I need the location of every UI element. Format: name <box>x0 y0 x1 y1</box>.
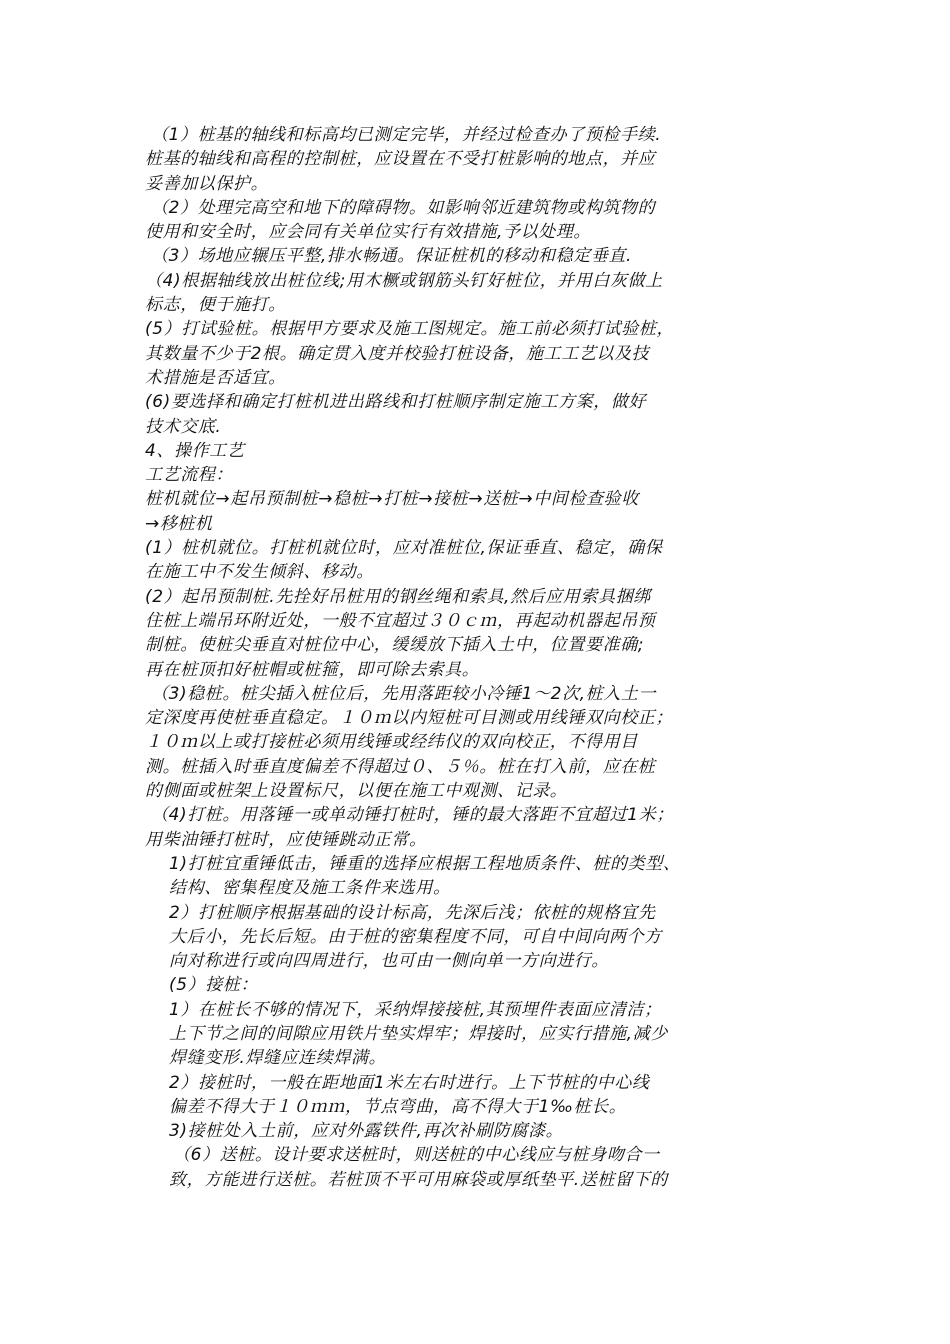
text-line: (1）桩机就位。打桩机就位时，应对准桩位,保证垂直、稳定，确保 <box>145 538 663 559</box>
text-line: 1）在桩长不够的情况下，采纳焊接接桩,其预埋件表面应清洁； <box>169 999 662 1020</box>
text-line: 用柴油锤打桩时，应使锤跳动正常。 <box>145 829 427 850</box>
text-line: 住桩上端吊环附近处，一般不宜超过３０ｃｍ，再起动机器起吊预 <box>145 610 656 631</box>
section-heading: 4、操作工艺 <box>145 440 245 461</box>
text-line: （2）处理完高空和地下的障碍物。如影响邻近建筑物或构筑物的 <box>151 197 656 218</box>
text-line: １０ｍ以上或打接桩必须用线锤或经纬仪的双向校正，不得用目 <box>145 732 638 753</box>
text-line: （3）场地应辗压平整,排水畅通。保证桩机的移动和稳定垂直. <box>151 246 633 267</box>
text-line: (5）打试验桩。根据甲方要求及施工图规定。施工前必须打试验桩， <box>145 319 675 340</box>
text-line: （1）桩基的轴线和标高均已测定完毕，并经过检查办了预检手续. <box>151 125 662 145</box>
text-line: (2）起吊预制桩.先拴好吊桩用的钢丝绳和索具,然后应用索具捆绑 <box>145 586 651 607</box>
process-flow: →移桩机 <box>145 513 213 534</box>
text-line: （6）送桩。设计要求送桩时，则送桩的中心线应与桩身吻合一 <box>173 1145 660 1166</box>
process-flow: 桩机就位→起吊预制桩→稳桩→打桩→接桩→送桩→中间检查验收 <box>145 489 639 510</box>
text-line: 的侧面或桩架上设置标尺，以便在施工中观测、记录。 <box>145 781 568 802</box>
text-line: 2）打桩顺序根据基础的设计标高，先深后浅；依桩的规格宜先 <box>169 902 656 923</box>
text-line: 在施工中不发生倾斜、移动。 <box>145 562 374 583</box>
text-line: （3)稳桩。桩尖插入桩位后，先用落距较小冷锤1～2次,桩入土一 <box>151 683 657 704</box>
text-line: 大后小，先长后短。由于桩的密集程度不同，可自中间向两个方 <box>169 926 662 947</box>
text-line: 使用和安全时，应会同有关单位实行有效措施,予以处理。 <box>145 222 592 243</box>
text-line: 桩基的轴线和高程的控制桩，应设置在不受打桩影响的地点，并应 <box>145 149 656 170</box>
text-line: （4)打桩。用落锤一或单动锤打桩时，锤的最大落距不宜超过1米； <box>151 805 674 826</box>
text-line: 致，方能进行送桩。若桩顶不平可用麻袋或厚纸垫平.送桩留下的 <box>169 1169 668 1190</box>
text-line: 上下节之间的间隙应用铁片垫实焊牢；焊接时，应实行措施,减少 <box>169 1023 668 1044</box>
text-line: 2）接桩时，一般在距地面1米左右时进行。上下节桩的中心线 <box>169 1072 650 1093</box>
document-body <box>145 123 815 1192</box>
text-line: 测。桩插入时垂直度偏差不得超过０、５％。桩在打入前，应在桩 <box>145 756 656 777</box>
text-line: 标志，便于施打。 <box>145 295 286 316</box>
text-line: 向对称进行或向四周进行，也可由一侧向单一方向进行。 <box>169 951 609 972</box>
text-line: 工艺流程： <box>145 465 233 486</box>
text-line: 制桩。使桩尖垂直对桩位中心，缓缓放下插入土中，位置要准确; <box>145 635 645 656</box>
text-line: 定深度再使桩垂直稳定。１０ｍ以内短桩可目测或用线锤双向校正； <box>145 708 673 729</box>
text-line: （4)根据轴线放出桩位线;用木橛或钢筋头钉好桩位，并用白灰做上 <box>145 270 663 291</box>
text-line: 偏差不得大于１０ｍｍ，节点弯曲，高不得大于1‰桩长。 <box>169 1096 627 1117</box>
text-line: (5）接桩： <box>169 975 259 996</box>
text-line: 结构、密集程度及施工条件来选用。 <box>169 878 451 899</box>
text-line: 1)打桩宜重锤低击，锤重的选择应根据工程地质条件、桩的类型、 <box>169 853 681 874</box>
text-line: 妥善加以保护。 <box>145 173 269 194</box>
text-line: 技术交底. <box>145 416 222 437</box>
text-line: 3)接桩处入土前，应对外露铁件,再次补刷防腐漆。 <box>169 1121 564 1142</box>
text-line: 术措施是否适宜。 <box>145 367 286 388</box>
text-line: 其数量不少于2根。确定贯入度并校验打桩设备，施工工艺以及技 <box>145 343 650 364</box>
text-line: (6)要选择和确定打桩机进出路线和打桩顺序制定施工方案，做好 <box>145 392 647 413</box>
text-line: 再在桩顶扣好桩帽或桩箍，即可除去索具。 <box>145 659 480 680</box>
text-line: 焊缝变形.焊缝应连续焊满。 <box>169 1048 387 1069</box>
